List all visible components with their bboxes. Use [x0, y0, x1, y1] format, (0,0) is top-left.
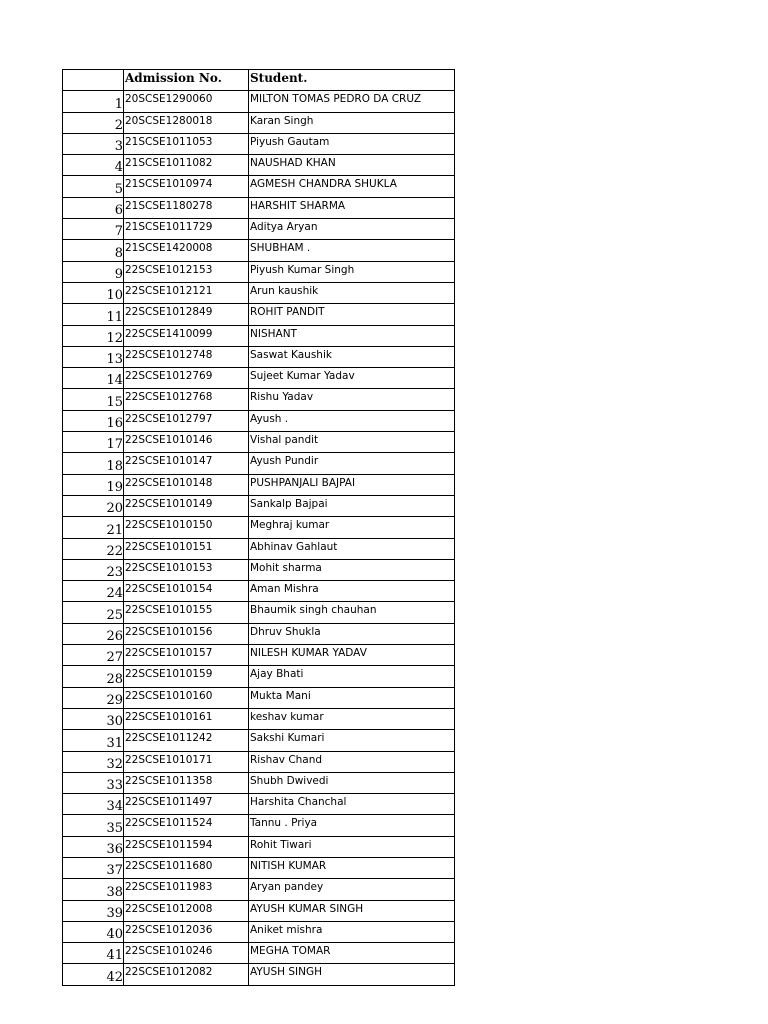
student-name-cell: NISHANT: [249, 325, 455, 346]
student-name-cell: Aryan pandey: [249, 879, 455, 900]
student-name-cell: Sujeet Kumar Yadav: [249, 368, 455, 389]
admission-number-cell: 22SCSE1010155: [124, 602, 249, 623]
student-name-cell: Sankalp Bajpai: [249, 495, 455, 516]
row-number-cell: 11: [63, 304, 124, 325]
admission-number-cell: 22SCSE1410099: [124, 325, 249, 346]
table-row: [63, 517, 455, 538]
row-number-cell: 31: [63, 730, 124, 751]
admission-number-cell: 22SCSE1010160: [124, 687, 249, 708]
header-index-cell: [63, 70, 124, 91]
row-number-cell: 34: [63, 794, 124, 815]
table-row: [63, 815, 455, 836]
student-name-cell: MILTON TOMAS PEDRO DA CRUZ: [249, 91, 455, 112]
table-row: [63, 304, 455, 325]
admission-number-cell: 22SCSE1010148: [124, 474, 249, 495]
admission-number-cell: 21SCSE1420008: [124, 240, 249, 261]
student-name-cell: Sakshi Kumari: [249, 730, 455, 751]
row-number-cell: 41: [63, 943, 124, 964]
admission-number-cell: 22SCSE1010151: [124, 538, 249, 559]
admission-number-cell: 22SCSE1012008: [124, 900, 249, 921]
admission-number-cell: 22SCSE1011983: [124, 879, 249, 900]
admission-number-cell: 22SCSE1010147: [124, 453, 249, 474]
row-number-cell: 26: [63, 623, 124, 644]
row-number-cell: 22: [63, 538, 124, 559]
row-number-cell: 19: [63, 474, 124, 495]
row-number-cell: 27: [63, 645, 124, 666]
admission-number-cell: 22SCSE1012082: [124, 964, 249, 985]
admission-number-cell: 22SCSE1012849: [124, 304, 249, 325]
table-row: [63, 879, 455, 900]
row-number-cell: 40: [63, 921, 124, 942]
row-number-cell: 24: [63, 581, 124, 602]
table-row: [63, 325, 455, 346]
row-number-cell: 2: [63, 112, 124, 133]
table-row: [63, 219, 455, 240]
row-number-cell: 14: [63, 368, 124, 389]
row-number-cell: 28: [63, 666, 124, 687]
student-name-cell: NILESH KUMAR YADAV: [249, 645, 455, 666]
table-row: [63, 836, 455, 857]
student-name-cell: Tannu . Priya: [249, 815, 455, 836]
table-row: [63, 857, 455, 878]
student-name-cell: Aditya Aryan: [249, 219, 455, 240]
student-name-cell: NAUSHAD KHAN: [249, 155, 455, 176]
table-row: [63, 730, 455, 751]
admission-number-cell: 20SCSE1280018: [124, 112, 249, 133]
student-name-cell: Rishav Chand: [249, 751, 455, 772]
student-name-cell: Vishal pandit: [249, 432, 455, 453]
admission-number-cell: 22SCSE1010246: [124, 943, 249, 964]
table-row: [63, 645, 455, 666]
row-number-cell: 9: [63, 261, 124, 282]
admission-number-cell: 22SCSE1010156: [124, 623, 249, 644]
admission-number-cell: 21SCSE1180278: [124, 197, 249, 218]
row-number-cell: 10: [63, 282, 124, 303]
table-row: [63, 943, 455, 964]
admission-number-cell: 21SCSE1011053: [124, 133, 249, 154]
table-row: [63, 453, 455, 474]
student-name-cell: Shubh Dwivedi: [249, 772, 455, 793]
admission-number-cell: 22SCSE1012036: [124, 921, 249, 942]
row-number-cell: 18: [63, 453, 124, 474]
student-name-cell: Karan Singh: [249, 112, 455, 133]
student-name-cell: Piyush Gautam: [249, 133, 455, 154]
admission-number-cell: 22SCSE1011594: [124, 836, 249, 857]
row-number-cell: 17: [63, 432, 124, 453]
admission-number-cell: 22SCSE1012748: [124, 346, 249, 367]
table-row: [63, 474, 455, 495]
admission-number-cell: 22SCSE1010149: [124, 495, 249, 516]
table-row: [63, 623, 455, 644]
row-number-cell: 36: [63, 836, 124, 857]
table-row: [63, 921, 455, 942]
student-name-cell: Meghraj kumar: [249, 517, 455, 538]
admission-number-cell: 22SCSE1012768: [124, 389, 249, 410]
admission-number-cell: 22SCSE1010154: [124, 581, 249, 602]
table-row: [63, 751, 455, 772]
row-number-cell: 35: [63, 815, 124, 836]
table-row: [63, 261, 455, 282]
row-number-cell: 30: [63, 708, 124, 729]
admission-number-cell: 21SCSE1010974: [124, 176, 249, 197]
student-name-cell: MEGHA TOMAR: [249, 943, 455, 964]
student-name-cell: Arun kaushik: [249, 282, 455, 303]
row-number-cell: 20: [63, 495, 124, 516]
row-number-cell: 12: [63, 325, 124, 346]
student-name-cell: Mukta Mani: [249, 687, 455, 708]
admission-number-cell: 22SCSE1011358: [124, 772, 249, 793]
student-name-cell: Aniket mishra: [249, 921, 455, 942]
table-row: [63, 495, 455, 516]
admission-number-cell: 22SCSE1010171: [124, 751, 249, 772]
student-name-cell: Rohit Tiwari: [249, 836, 455, 857]
table-row: [63, 240, 455, 261]
table-row: [63, 432, 455, 453]
student-name-cell: Mohit sharma: [249, 559, 455, 580]
student-name-cell: AYUSH SINGH: [249, 964, 455, 985]
admission-number-cell: 22SCSE1010150: [124, 517, 249, 538]
student-table: [62, 69, 455, 986]
student-name-cell: PUSHPANJALI BAJPAI: [249, 474, 455, 495]
admission-number-cell: 22SCSE1010157: [124, 645, 249, 666]
table-row: [63, 176, 455, 197]
table-row: [63, 197, 455, 218]
row-number-cell: 42: [63, 964, 124, 985]
student-name-cell: NITISH KUMAR: [249, 857, 455, 878]
row-number-cell: 6: [63, 197, 124, 218]
admission-number-cell: 22SCSE1010146: [124, 432, 249, 453]
student-name-cell: Ayush .: [249, 410, 455, 431]
table-row: [63, 133, 455, 154]
table-row: [63, 112, 455, 133]
table-header-row: [63, 70, 455, 91]
admission-number-cell: 22SCSE1011242: [124, 730, 249, 751]
student-name-cell: Rishu Yadav: [249, 389, 455, 410]
row-number-cell: 37: [63, 857, 124, 878]
row-number-cell: 15: [63, 389, 124, 410]
admission-number-cell: 22SCSE1010161: [124, 708, 249, 729]
row-number-cell: 33: [63, 772, 124, 793]
admission-number-cell: 22SCSE1012769: [124, 368, 249, 389]
row-number-cell: 38: [63, 879, 124, 900]
admission-number-cell: 22SCSE1011497: [124, 794, 249, 815]
table-row: [63, 410, 455, 431]
row-number-cell: 13: [63, 346, 124, 367]
table-row: [63, 389, 455, 410]
table-row: [63, 687, 455, 708]
row-number-cell: 23: [63, 559, 124, 580]
student-table-body: [63, 70, 455, 986]
admission-number-cell: 21SCSE1011729: [124, 219, 249, 240]
student-name-cell: Aman Mishra: [249, 581, 455, 602]
table-row: [63, 581, 455, 602]
student-name-cell: Dhruv Shukla: [249, 623, 455, 644]
row-number-cell: 29: [63, 687, 124, 708]
row-number-cell: 8: [63, 240, 124, 261]
row-number-cell: 5: [63, 176, 124, 197]
student-name-cell: Bhaumik singh chauhan: [249, 602, 455, 623]
table-row: [63, 368, 455, 389]
table-row: [63, 559, 455, 580]
admission-number-cell: 22SCSE1011524: [124, 815, 249, 836]
table-row: [63, 964, 455, 985]
student-name-cell: AYUSH KUMAR SINGH: [249, 900, 455, 921]
admission-number-cell: 22SCSE1010153: [124, 559, 249, 580]
table-row: [63, 708, 455, 729]
row-number-cell: 32: [63, 751, 124, 772]
row-number-cell: 25: [63, 602, 124, 623]
table-row: [63, 91, 455, 112]
student-name-cell: Ajay Bhati: [249, 666, 455, 687]
table-row: [63, 666, 455, 687]
admission-number-cell: 22SCSE1012121: [124, 282, 249, 303]
row-number-cell: 4: [63, 155, 124, 176]
row-number-cell: 3: [63, 133, 124, 154]
student-name-cell: keshav kumar: [249, 708, 455, 729]
table-row: [63, 155, 455, 176]
admission-number-cell: 22SCSE1011680: [124, 857, 249, 878]
table-row: [63, 900, 455, 921]
table-row: [63, 602, 455, 623]
student-name-cell: ROHIT PANDIT: [249, 304, 455, 325]
header-admission-cell: Admission No.: [124, 70, 249, 91]
admission-number-cell: 20SCSE1290060: [124, 91, 249, 112]
student-name-cell: Ayush Pundir: [249, 453, 455, 474]
student-name-cell: Abhinav Gahlaut: [249, 538, 455, 559]
student-name-cell: SHUBHAM .: [249, 240, 455, 261]
admission-number-cell: 22SCSE1012797: [124, 410, 249, 431]
table-row: [63, 538, 455, 559]
admission-number-cell: 22SCSE1012153: [124, 261, 249, 282]
table-row: [63, 772, 455, 793]
table-row: [63, 346, 455, 367]
admission-number-cell: 22SCSE1010159: [124, 666, 249, 687]
row-number-cell: 21: [63, 517, 124, 538]
student-name-cell: HARSHIT SHARMA: [249, 197, 455, 218]
admission-number-cell: 21SCSE1011082: [124, 155, 249, 176]
row-number-cell: 39: [63, 900, 124, 921]
row-number-cell: 7: [63, 219, 124, 240]
table-row: [63, 282, 455, 303]
table-row: [63, 794, 455, 815]
student-name-cell: Piyush Kumar Singh: [249, 261, 455, 282]
row-number-cell: 16: [63, 410, 124, 431]
student-name-cell: AGMESH CHANDRA SHUKLA: [249, 176, 455, 197]
student-name-cell: Harshita Chanchal: [249, 794, 455, 815]
header-student-cell: Student.: [249, 70, 455, 91]
student-name-cell: Saswat Kaushik: [249, 346, 455, 367]
row-number-cell: 1: [63, 91, 124, 112]
